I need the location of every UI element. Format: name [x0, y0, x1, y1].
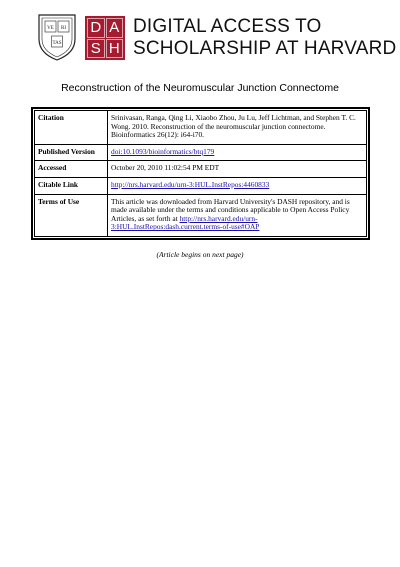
brand-name [133, 16, 396, 60]
table-row [35, 161, 367, 178]
terms-link[interactable]: http://nrs.harvard.edu/urn-3:HUL.InstRepos:dash.current.terms-of-use#OAP [111, 213, 260, 232]
citation-value: Srinivasan, Ranga, Qing Li, Xiaobo Zhou, Ju Lu, Jeff Lichtman, and Stephen T. C. Wong. 2010. Reconstruction of the neuromuscular junction connectome. Bioinformatics 26(12): i64-i70. [108, 111, 367, 145]
row-label: Published Version [35, 144, 108, 161]
harvard-shield-logo [37, 13, 77, 61]
terms-value [108, 194, 367, 236]
row-label: Citable Link [35, 177, 108, 194]
dash-letter-d: D [87, 18, 105, 38]
page-header [37, 13, 397, 63]
table-row [35, 111, 367, 145]
table-row [35, 194, 367, 236]
row-label: Accessed [35, 161, 108, 178]
shield-text-3: TAS [52, 41, 62, 46]
citation-table [31, 107, 370, 240]
citable-link[interactable]: http://nrs.harvard.edu/urn-3:HUL.InstRepos:4460833 [111, 179, 270, 189]
shield-text-2: RI [61, 26, 66, 31]
dash-logo [85, 16, 125, 60]
table-row [35, 144, 367, 161]
accessed-value: October 20, 2010 11:02:54 PM EDT [108, 161, 367, 178]
dash-letter-a: A [106, 18, 124, 38]
row-label: Citation [35, 111, 108, 145]
continue-note: (Article begins on next page) [156, 250, 244, 259]
brand-line-2: SCHOLARSHIP AT HARVARD [133, 38, 397, 59]
row-label: Terms of Use [35, 194, 108, 236]
brand-line-1: DIGITAL ACCESS TO [133, 16, 322, 37]
dash-letter-h: H [106, 39, 124, 59]
article-title: Reconstruction of the Neuromuscular Junction Connectome [61, 82, 339, 94]
doi-link[interactable]: doi:10.1093/bioinformatics/btq179 [111, 146, 215, 156]
shield-text-1: VE [47, 26, 54, 31]
table-row [35, 177, 367, 194]
dash-letter-s: S [87, 39, 105, 59]
terms-text: This article was downloaded from Harvard University's DASH repository, and is made available under the terms and conditions applicable to Open Access Policy Articles, as set forth at [111, 196, 350, 223]
